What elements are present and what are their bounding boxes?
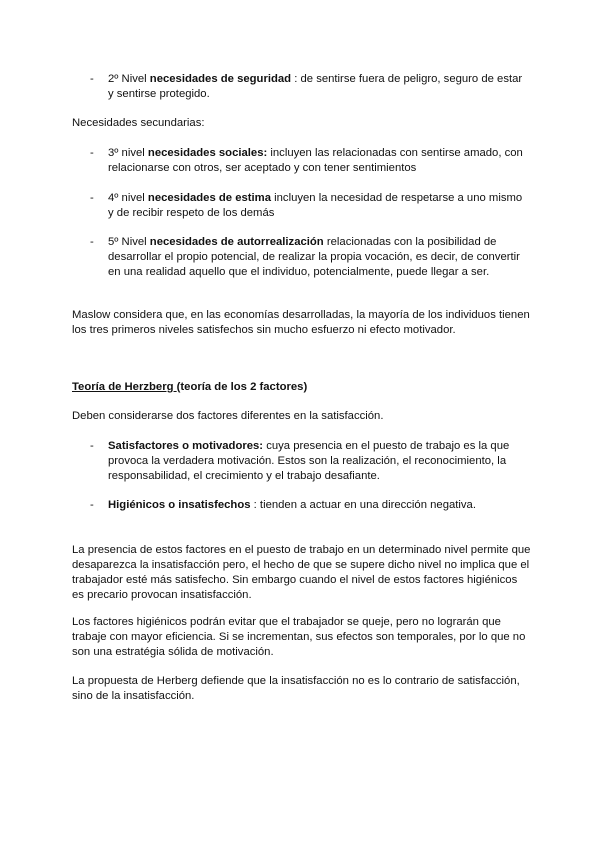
proposal-paragraph: La propuesta de Herberg defiende que la insatisfacción no es lo contrario de satisfacción, sino de la insatisfacción. <box>72 675 520 702</box>
list-bullet: - <box>90 192 94 204</box>
hygienic-paragraph: Los factores higiénicos podrán evitar que el trabajador se queje, pero no lograrán que trabaje con mayor eficiencia. Si se incrementan, sus efectos son temporales, por lo que no son una estratégia sólida de motivación. <box>72 616 526 658</box>
list-bullet: - <box>90 236 94 248</box>
herzberg-heading: Teoría de Herzberg (teoría de los 2 factores) <box>72 381 308 393</box>
list-item-security: 2º Nivel necesidades de seguridad : de sentirse fuera de peligro, seguro de estar y sentirse protegido. <box>108 73 523 100</box>
list-item-self-actualization: 5º Nivel necesidades de autorrealización relacionadas con la posibilidad de desarrollar el propio potencial, de realizar la propia vocación, es decir, de convertir en una realidad aquello que el individuo, potencialmente, puede llegar a ser. <box>108 236 520 278</box>
list-item-motivators: Satisfactores o motivadores: cuya presencia en el puesto de trabajo es la que provoca la verdadera motivación. Estos son la realización, el reconocimiento, la responsabilidad, el crecimiento y el trabajo desafiante. <box>108 440 510 482</box>
maslow-paragraph: Maslow considera que, en las economías desarrolladas, la mayoría de los individuos tienen los tres primeros niveles satisfechos sin mucho esfuerzo ni efecto motivador. <box>72 309 530 336</box>
list-bullet: - <box>90 147 94 159</box>
herzberg-intro: Deben considerarse dos factores diferentes en la satisfacción. <box>72 410 384 422</box>
list-bullet: - <box>90 440 94 452</box>
list-item-esteem: 4º nivel necesidades de estima incluyen la necesidad de respetarse a uno mismo y de recibir respeto de los demás <box>108 192 523 219</box>
list-item-social: 3º nivel necesidades sociales: incluyen las relacionadas con sentirse amado, con relacionarse con otros, ser aceptado y con tener sentimientos <box>108 147 523 174</box>
secondary-needs-heading: Necesidades secundarias: <box>72 117 205 129</box>
list-bullet: - <box>90 73 94 85</box>
presence-paragraph: La presencia de estos factores en el puesto de trabajo en un determinado nivel permite que desaparezca la insatisfacción pero, el hecho de que se supere dicho nivel no implica que el trabajador esté más satisfecho. Sin embargo cuando el nivel de estos factores higiénicos es precario provocan insatisfacción. <box>72 544 531 601</box>
list-bullet: - <box>90 499 94 511</box>
list-item-hygienic: Higiénicos o insatisfechos : tienden a actuar en una dirección negativa. <box>108 499 476 511</box>
